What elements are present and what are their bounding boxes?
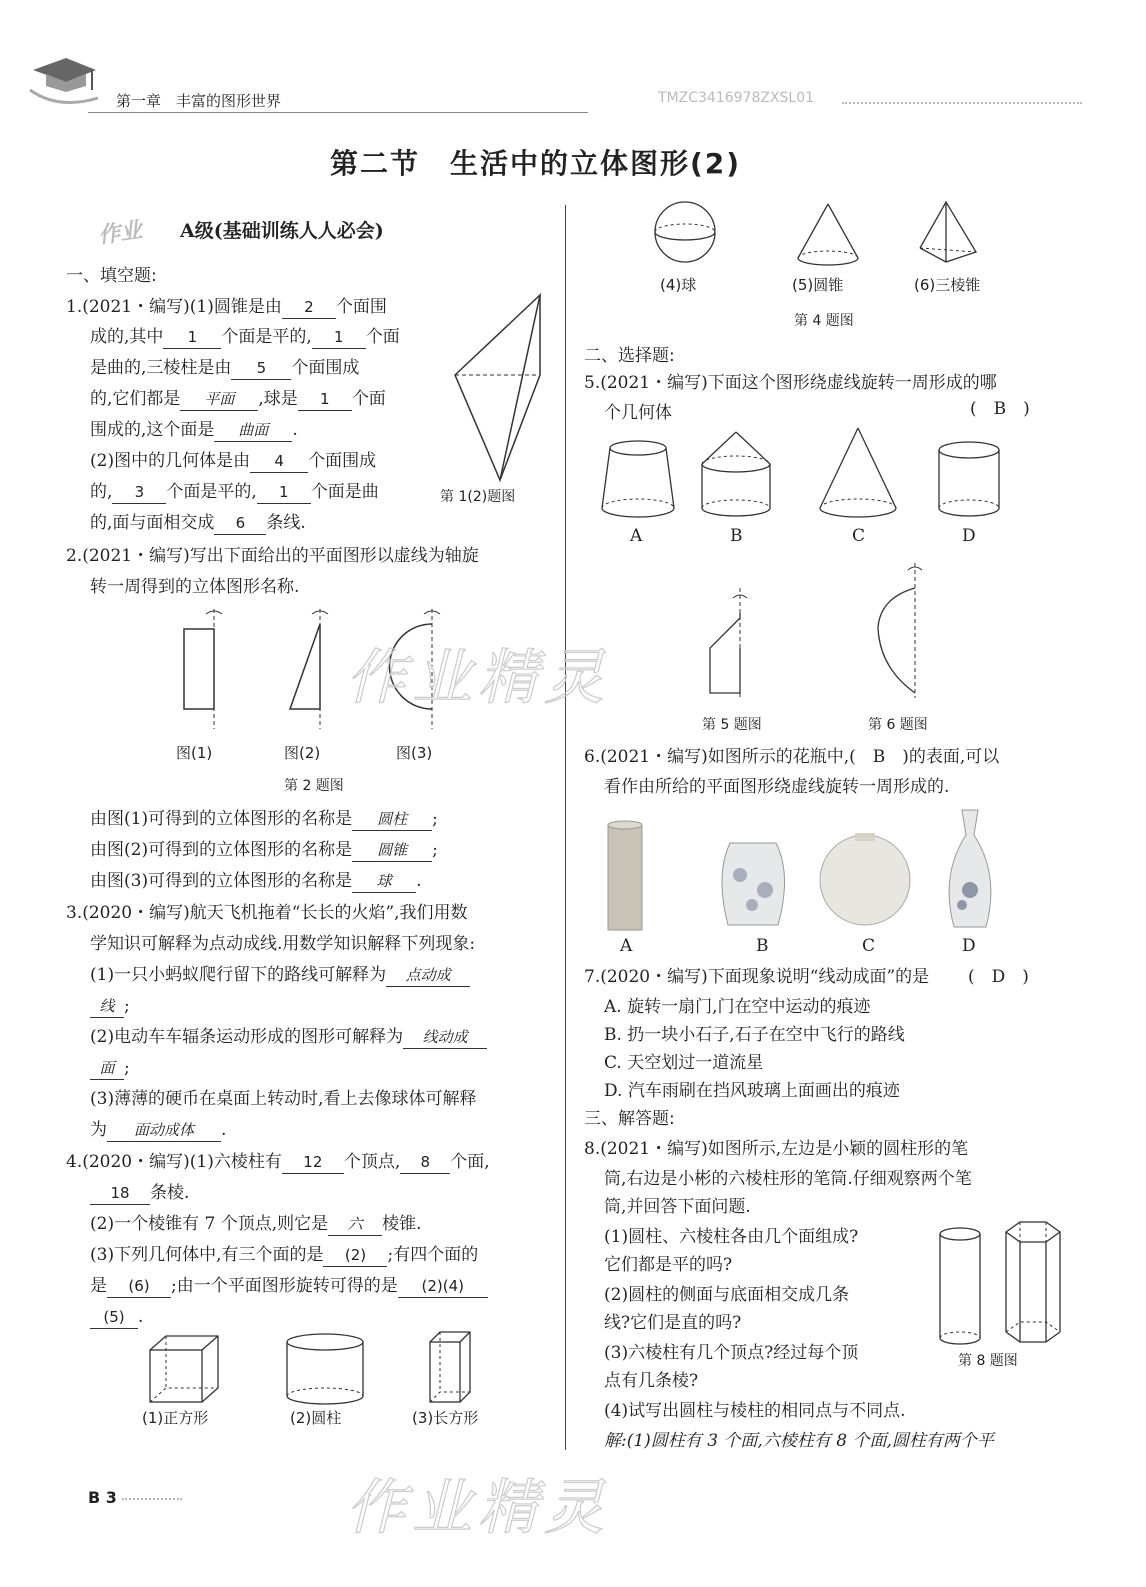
q8-sub1a: (1)圆柱、六棱柱各由几个面组成?	[604, 1227, 859, 1247]
column-divider	[565, 205, 566, 1450]
q8-sub1b: 它们都是平的吗?	[604, 1255, 733, 1275]
fig4-label-3: (6)三棱锥	[914, 276, 981, 294]
q6-line1: 6.(2021・编写)如图所示的花瓶中,( B )的表面,可以	[584, 747, 1000, 767]
q1-line7: 的, 3 个面是平的, 1 个面是曲	[90, 482, 379, 502]
q2-answer-3: 球	[352, 870, 416, 893]
q2-result-3: 由图(3)可得到的立体图形的名称是 球 .	[90, 871, 422, 891]
q5-option-c: C	[852, 526, 866, 546]
section-heading-2: 二、选择题:	[584, 346, 675, 366]
q1-answer-6: 1	[298, 388, 352, 411]
q8-sub3a: (3)六棱柱有几个顶点?经过每个顶	[604, 1343, 859, 1363]
q4-line2: 18 条棱.	[90, 1182, 189, 1205]
q1-answer-10: 1	[257, 481, 311, 504]
fig4-caption: 第 4 题图	[794, 313, 854, 329]
header-line	[88, 112, 588, 113]
q6-line2: 看作由所给的平面图形绕虚线旋转一周形成的.	[604, 777, 950, 797]
q1-answer-4: 5	[231, 357, 291, 380]
q8-fig-caption: 第 8 题图	[958, 1353, 1018, 1369]
q4-answer-1: 12	[282, 1151, 344, 1174]
q3-line2: 学知识可解释为点动成线.用数学知识解释下列现象:	[90, 934, 476, 954]
q6-caption: 第 6 题图	[868, 717, 928, 733]
graduation-cap-icon	[28, 50, 98, 110]
q3-answer-2b: 面	[90, 1057, 124, 1080]
chapter-title: 第一章 丰富的图形世界	[116, 92, 282, 110]
q7-option-d: D. 汽车雨刷在挡风玻璃上面画出的痕迹	[604, 1081, 900, 1101]
q3-line8: 为 面动成体 .	[90, 1120, 227, 1140]
section-heading-1: 一、填空题:	[66, 266, 157, 286]
q7-line1: 7.(2020・编写)下面现象说明“线动成面”的是	[584, 967, 930, 987]
q1-answer-8: 4	[250, 450, 308, 473]
q2-line1: 2.(2021・编写)写出下面给出的平面图形以虚线为轴旋	[66, 546, 479, 566]
q8-answer: 解:(1)圆柱有 3 个面,六棱柱有 8 个面,圆柱有两个平	[604, 1431, 994, 1451]
q4-answer-4: 六	[328, 1213, 382, 1236]
q4-line5: 是 (6) ;由一个平面图形旋转可得的是 (2)(4)	[90, 1275, 488, 1298]
q8-line2: 筒,右边是小彬的六棱柱形的笔筒.仔细观察两个笔	[604, 1169, 972, 1189]
q1-answer-9: 3	[112, 481, 166, 504]
q1-line4: 的,它们都是 平面 ,球是 1 个面	[90, 389, 386, 409]
q5-q6-plane-figures	[700, 558, 940, 703]
q1-answer-7: 曲面	[214, 419, 292, 442]
q4-right-figures	[650, 200, 1040, 270]
q4-fig-label-3: (3)长方形	[412, 1409, 479, 1427]
q3-line4: 线 ;	[90, 995, 130, 1018]
q7-option-b: B. 扔一块小石子,石子在空中飞行的路线	[604, 1025, 905, 1045]
q3-answer-1a: 点动成	[386, 964, 470, 987]
q2-line2: 转一周得到的立体图形名称.	[90, 577, 300, 597]
watermark-bottom: 作业精灵	[346, 1473, 610, 1543]
q5-answer: ( B )	[970, 399, 1030, 419]
q3-answer-1b: 线	[90, 995, 124, 1018]
q4-fig-label-1: (1)正方形	[142, 1409, 209, 1427]
q5-line1: 5.(2021・编写)下面这个图形绕虚线旋转一周形成的哪	[584, 373, 997, 393]
q6-option-a: A	[620, 936, 633, 956]
q1-line8: 的,面与面相交成 6 条线.	[90, 513, 306, 533]
q2-fig-label-1: 图(1)	[176, 744, 213, 762]
page-title: 第二节 生活中的立体图形(2)	[330, 147, 742, 180]
footer-dots	[122, 1498, 182, 1500]
q1-fig-caption: 第 1(2)题图	[440, 489, 516, 505]
q1-line5: 围成的,这个面是 曲面 .	[90, 420, 298, 440]
q4-line4: (3)下列几何体中,有三个面的是 (2) ;有四个面的	[90, 1245, 479, 1265]
q2-answer-2: 圆锥	[352, 839, 432, 862]
q7-answer: ( D )	[968, 967, 1029, 987]
badge-stamp: 作业	[96, 218, 144, 249]
q3-answer-2a: 线动成	[403, 1026, 487, 1049]
fig4-label-2: (5)圆锥	[792, 276, 844, 294]
q2-result-2: 由图(2)可得到的立体图形的名称是 圆锥 ;	[90, 840, 438, 860]
q4-answer-6: (6)	[107, 1275, 171, 1298]
q4-line1: 4.(2020・编写)(1)六棱柱有 12 个顶点, 8 个面,	[66, 1152, 490, 1172]
q8-sub4: (4)试写出圆柱与棱柱的相同点与不同点.	[604, 1401, 906, 1421]
q3-line1: 3.(2020・编写)航天飞机拖着“长长的火焰”,我们用数	[66, 903, 468, 923]
q4-answer-8: (5)	[90, 1306, 138, 1329]
q1-line2: 成的,其中 1 个面是平的, 1 个面	[90, 327, 400, 347]
q5-option-a: A	[630, 526, 643, 546]
q4-figures	[140, 1330, 510, 1410]
header-logo	[28, 50, 98, 110]
page-number: B 3	[88, 1488, 117, 1507]
q8-line3: 筒,并回答下面问题.	[604, 1197, 751, 1217]
q4-answer-7: (2)(4)	[398, 1275, 488, 1298]
q1-answer-5: 平面	[180, 388, 258, 411]
q1-line6: (2)图中的几何体是由 4 个面围成	[90, 451, 377, 471]
q1-answer-11: 6	[214, 512, 266, 535]
q5-caption: 第 5 题图	[702, 717, 762, 733]
q3-line6: 面 ;	[90, 1057, 130, 1080]
q2-answer-1: 圆柱	[352, 808, 432, 831]
watermark-middle: 作业精灵	[346, 643, 610, 713]
q3-answer-3: 面动成体	[107, 1119, 221, 1142]
q2-fig-label-3: 图(3)	[396, 744, 433, 762]
q3-line3: (1)一只小蚂蚁爬行留下的路线可解释为 点动成	[90, 964, 470, 987]
q1-answer-3: 1	[312, 326, 366, 349]
q8-sub2a: (2)圆柱的侧面与底面相交成几条	[604, 1285, 850, 1305]
q6-option-d: D	[962, 936, 976, 956]
q2-fig-label-2: 图(2)	[284, 744, 321, 762]
q8-sub2b: 线?它们是直的吗?	[604, 1313, 742, 1333]
q8-figure	[936, 1220, 1066, 1350]
q8-sub3b: 点有几条棱?	[604, 1371, 699, 1391]
q4-fig-label-2: (2)圆柱	[290, 1409, 342, 1427]
q7-option-c: C. 天空划过一道流星	[604, 1053, 764, 1073]
fig4-label-1: (4)球	[660, 276, 697, 294]
q5-options-figure	[596, 428, 1016, 528]
q5-line2: 个几何体	[604, 403, 672, 423]
q1-line3: 是曲的,三棱柱是由 5 个面围成	[90, 358, 360, 378]
q3-line7: (3)薄薄的硬币在桌面上转动时,看上去像球体可解释	[90, 1089, 477, 1109]
header-dotline	[842, 102, 1082, 104]
q5-option-d: D	[962, 526, 976, 546]
section-heading-3: 三、解答题:	[584, 1109, 675, 1129]
q4-answer-2: 8	[400, 1151, 450, 1174]
q8-line1: 8.(2021・编写)如图所示,左边是小颖的圆柱形的笔	[584, 1139, 969, 1159]
q1-line1: 1.(2021・编写)(1)圆锥是由 2 个面围	[66, 297, 387, 317]
q3-line5: (2)电动车车辐条运动形成的图形可解释为 线动成	[90, 1026, 487, 1049]
q4-answer-5: (2)	[323, 1244, 387, 1267]
q4-line6: (5) .	[90, 1306, 143, 1329]
q6-option-b: B	[756, 936, 769, 956]
q4-line3: (2)一个棱锥有 7 个顶点,则它是 六 棱锥.	[90, 1214, 422, 1234]
q7-option-a: A. 旋转一扇门,门在空中运动的痕迹	[604, 997, 871, 1017]
q2-fig-caption: 第 2 题图	[284, 778, 344, 794]
q1-answer-1: 2	[282, 296, 336, 319]
q4-answer-3: 18	[90, 1182, 150, 1205]
q2-result-1: 由图(1)可得到的立体图形的名称是 圆柱 ;	[90, 809, 438, 829]
level-title: A级(基础训练人人必会)	[180, 220, 384, 242]
q1-figure	[440, 290, 550, 490]
header-code: TMZC3416978ZXSL01	[658, 90, 815, 106]
q6-option-c: C	[862, 936, 876, 956]
q5-option-b: B	[730, 526, 743, 546]
q1-answer-2: 1	[163, 326, 221, 349]
q6-vases-figure	[600, 805, 1020, 935]
